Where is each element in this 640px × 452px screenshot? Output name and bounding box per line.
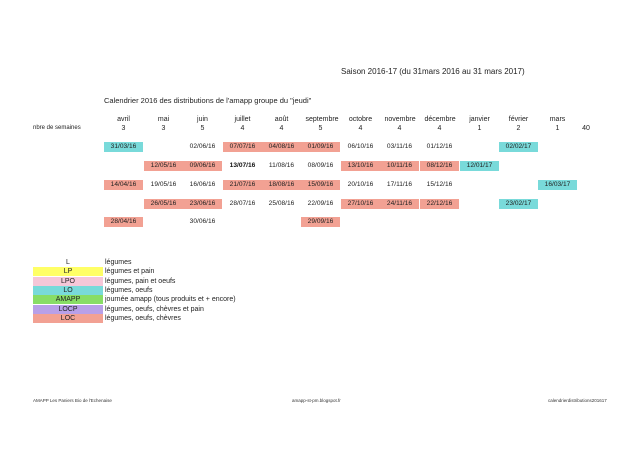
distribution-date-cell: 02/06/16	[189, 143, 216, 150]
distribution-date-cell: 26/05/16	[144, 199, 183, 209]
footer-file-name: calendrierdistributions201617	[548, 398, 607, 403]
distribution-date-cell: 03/11/16	[386, 143, 413, 150]
legend-code: LOCP	[33, 305, 103, 314]
distribution-date-cell: 31/03/16	[104, 142, 143, 152]
legend-code: LP	[33, 267, 103, 276]
distribution-date-cell: 24/11/16	[380, 199, 419, 209]
month-name: janvier	[469, 116, 490, 123]
distribution-date-cell: 12/05/16	[144, 161, 183, 171]
month-weeks-count: 5	[200, 125, 205, 132]
distribution-date-cell: 17/11/16	[386, 181, 413, 188]
season-title: Saison 2016-17 (du 31mars 2016 au 31 mars 2017)	[341, 67, 525, 76]
month-weeks-count: 1	[477, 125, 482, 132]
distribution-date-cell: 01/09/16	[301, 142, 340, 152]
legend-description: légumes, oeufs	[105, 286, 153, 294]
footer-blog-url: amapp-st-pm.blogspot.fr	[292, 398, 341, 403]
month-weeks-count: 3	[121, 125, 126, 132]
month-name: juillet	[234, 116, 251, 123]
total-weeks: 40	[582, 125, 590, 132]
month-weeks-count: 4	[397, 125, 402, 132]
month-weeks-count: 4	[437, 125, 442, 132]
distribution-date-cell: 18/08/16	[262, 180, 301, 190]
legend-description: légumes, oeufs, chèvres et pain	[105, 305, 204, 313]
month-name: mars	[549, 116, 566, 123]
month-weeks-count: 4	[358, 125, 363, 132]
month-weeks-count: 3	[161, 125, 166, 132]
distribution-date-cell: 16/03/17	[538, 180, 577, 190]
month-name: mai	[157, 116, 170, 123]
distribution-date-cell: 09/06/16	[183, 161, 222, 171]
distribution-date-cell: 20/10/16	[347, 181, 374, 188]
legend-code: AMAPP	[33, 295, 103, 304]
distribution-date-cell: 14/04/16	[104, 180, 143, 190]
distribution-date-cell: 30/06/16	[189, 218, 216, 225]
distribution-date-cell: 15/09/16	[301, 180, 340, 190]
distribution-date-cell: 23/02/17	[499, 199, 538, 209]
month-name: avril	[117, 116, 130, 123]
legend-description: légumes et pain	[105, 268, 155, 276]
legend-description: légumes, oeufs, chèvres	[105, 314, 181, 322]
month-name: décembre	[424, 116, 456, 123]
month-name: juin	[197, 116, 208, 123]
month-name: septembre	[305, 116, 339, 123]
distribution-date-cell: 25/08/16	[268, 200, 295, 207]
month-weeks-count: 5	[318, 125, 323, 132]
distribution-date-cell: 07/07/16	[223, 142, 262, 152]
month-name: août	[274, 116, 289, 123]
distribution-date-cell: 13/10/16	[341, 161, 380, 171]
distribution-date-cell: 15/12/16	[426, 181, 453, 188]
distribution-date-cell: 23/06/16	[183, 199, 222, 209]
distribution-date-cell: 04/08/16	[262, 142, 301, 152]
legend-code: LPO	[33, 277, 103, 286]
legend-description: légumes	[105, 259, 132, 266]
distribution-date-cell: 29/09/16	[301, 217, 340, 227]
distribution-date-cell: 22/09/16	[307, 200, 334, 207]
distribution-date-cell: 19/05/16	[150, 181, 177, 188]
month-weeks-count: 1	[555, 125, 560, 132]
distribution-date-cell: 01/12/16	[426, 143, 453, 150]
legend-code: LO	[33, 286, 103, 295]
distribution-date-cell: 08/09/16	[307, 162, 334, 169]
distribution-date-cell: 16/06/16	[189, 181, 216, 188]
distribution-date-cell: 28/04/16	[104, 217, 143, 227]
distribution-date-cell: 02/02/17	[499, 142, 538, 152]
month-weeks-count: 4	[240, 125, 245, 132]
calendar-title: Calendrier 2016 des distributions de l'amapp groupe du "jeudi"	[104, 96, 312, 105]
month-name: février	[508, 116, 529, 123]
distribution-date-cell: 22/12/16	[420, 199, 459, 209]
month-weeks-count: 2	[516, 125, 521, 132]
distribution-date-cell: 28/07/16	[229, 200, 256, 207]
distribution-date-cell: 08/12/16	[420, 161, 459, 171]
distribution-date-cell: 13/07/16	[229, 162, 256, 169]
footer-organization: AMAPP Les Paniers Bio de l'Echenaise	[33, 398, 112, 403]
weeks-count-label: nbre de semaines	[33, 125, 81, 131]
month-name: novembre	[384, 116, 416, 123]
legend-description: légumes, pain et oeufs	[105, 277, 176, 285]
month-name: octobre	[348, 116, 373, 123]
legend-code: L	[33, 258, 103, 267]
legend-description: journée amapp (tous produits et + encore)	[105, 296, 236, 304]
distribution-date-cell: 21/07/16	[223, 180, 262, 190]
distribution-date-cell: 06/10/16	[347, 143, 374, 150]
distribution-date-cell: 12/01/17	[460, 161, 499, 171]
month-weeks-count: 4	[279, 125, 284, 132]
distribution-date-cell: 10/11/16	[380, 161, 419, 171]
distribution-date-cell: 11/08/16	[268, 162, 295, 169]
legend-code: LOC	[33, 314, 103, 323]
distribution-date-cell: 27/10/16	[341, 199, 380, 209]
